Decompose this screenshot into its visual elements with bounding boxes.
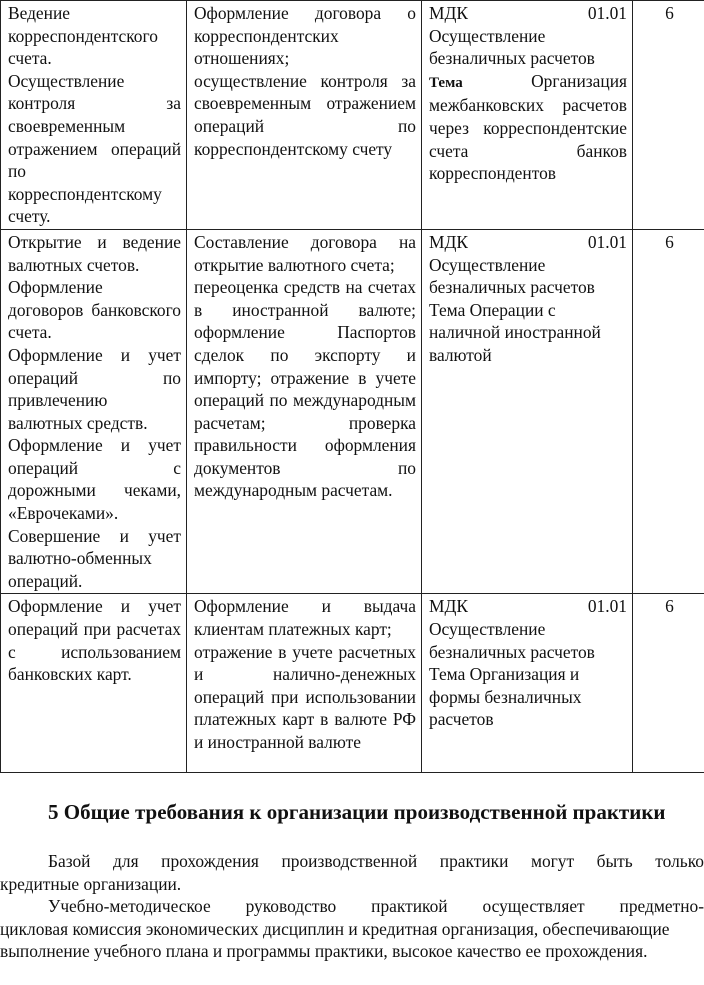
tema-label: Тема [429,664,466,685]
cell-text: Оформление и выдача клиентам платежных карт; [194,596,416,640]
tasks-cell [187,594,422,773]
mdk-cell [422,594,633,773]
tema-label: Тема [429,74,463,91]
paragraph [0,895,704,963]
mdk-code: 01.01 [587,596,627,617]
paragraph-first-line: Учебно-методическое руководство практикой осуществляет предметно- [48,896,704,916]
cell-text: Оформление договоров банковского счета. [8,277,181,343]
tema-text: Организация и формы безналичных расчетов [429,664,582,730]
paragraph-continuation: кредитные организации. [0,873,182,894]
work-types-cell [1,594,187,773]
paragraph-continuation: цикловая комиссия экономических дисциплин и кредитная организация, обеспечивающие выполнение учебного плана и программы практики, высокое качество ее прохождения. [0,918,670,962]
work-types-cell [1,229,187,594]
cell-text: Оформление и учет операций с дорожными чеками, «Еврочеками». [8,435,181,524]
mdk-name: Осуществление безналичных расчетов [429,25,595,69]
tema-line [429,663,627,731]
cell-text: осуществление контроля за своевременным отражением операций по корреспондентскому счету [194,70,416,159]
cell-text: Оформление и учет операций при расчетах с использованием банковских карт. [8,596,181,685]
cell-text: Составление договора на открытие валютного счета; [194,231,416,275]
hours-cell: 6 [633,1,704,230]
paragraph [0,850,704,895]
mdk-label: МДК [429,596,468,617]
cell-text: переоценка средств на счетах в иностранной валюте; оформление Паспортов сделок по экспорту и импорту; отражение в учете операций по международным расчетам; проверка правильности оформления документов по международным расчетам. [194,277,416,501]
tasks-cell [187,1,422,230]
paragraph-first-line: Базой для прохождения производственной практики могут быть только [48,851,704,871]
mdk-name: Осуществление безналичных расчетов [429,254,595,298]
tema-label: Тема [429,299,466,320]
cell-text: Ведение корреспондентского счета. [8,3,158,69]
table-row [1,1,704,230]
mdk-cell [422,229,633,594]
tema-text: Организация межбанковских расчетов через корреспондентские счета банков корреспондентов [429,70,627,184]
mdk-code: 01.01 [587,231,627,252]
mdk-code: 01.01 [587,3,627,23]
section-title: 5 Общие требования к организации производственной практики [48,800,666,824]
tema-line [429,299,627,367]
table-row [1,229,704,594]
mdk-label: МДК [429,231,468,252]
cell-text: отражение в учете расчетных и налично-денежных операций при использовании платежных карт в валюте РФ и иностранной валюте [194,641,416,752]
cell-text: Оформление договора о корреспондентских отношениях; [194,3,416,69]
work-types-cell [1,1,187,230]
cell-text: Открытие и ведение валютных счетов. [8,231,181,275]
tema-line [429,70,627,185]
mdk-cell [422,1,633,230]
mdk-name: Осуществление безналичных расчетов [429,619,595,662]
tema-text: Операции с наличной иностранной валютой [429,299,601,365]
cell-text: Оформление и учет операций по привлечению валютных средств. [8,344,181,433]
cell-text: Осуществление контроля за своевременным отражением операций по корреспондентскому счету. [8,70,181,227]
table-row [1,594,704,773]
hours-cell: 6 [633,229,704,594]
mdk-label: МДК [429,3,468,23]
tasks-cell [187,229,422,594]
hours-cell: 6 [633,594,704,773]
cell-text: Совершение и учет валютно-обменных операций. [8,525,181,591]
